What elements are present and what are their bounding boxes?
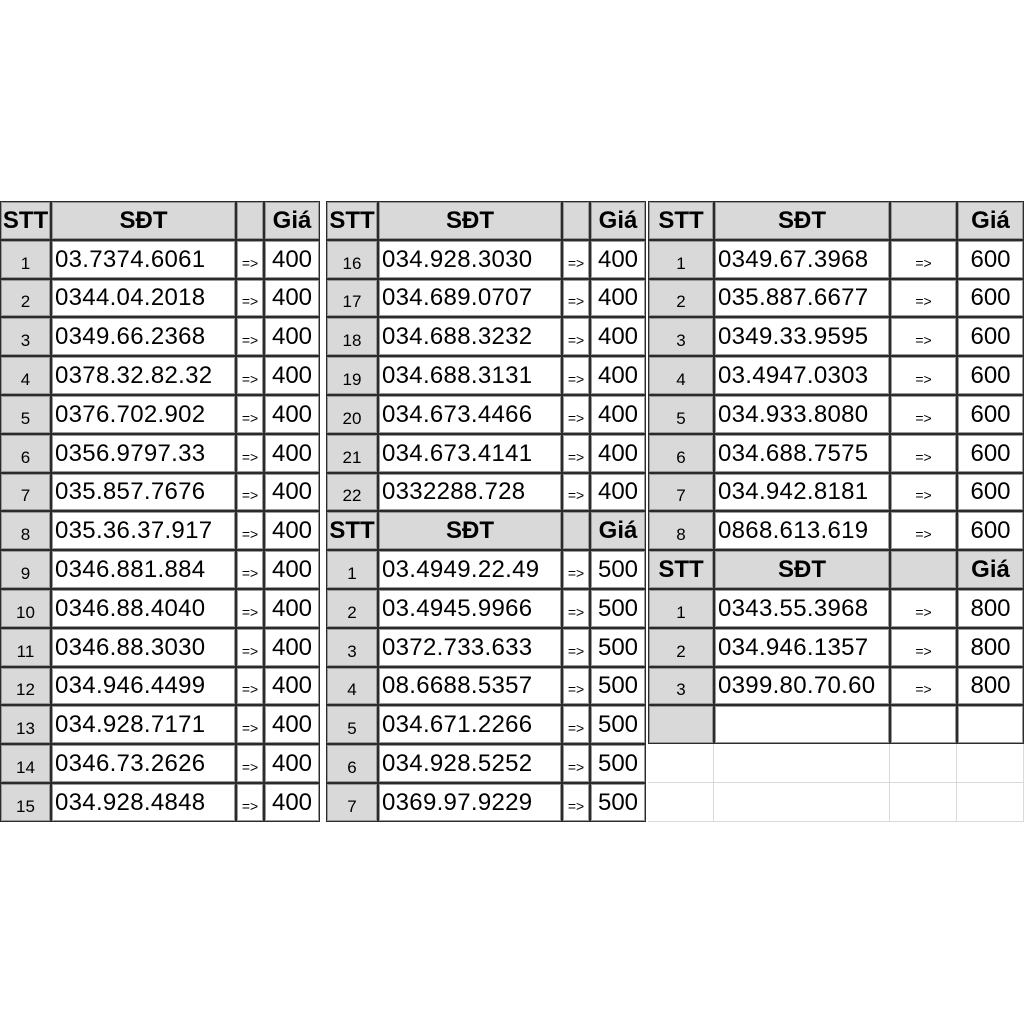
price-value: 500: [590, 589, 646, 628]
arrow-symbol: =>: [890, 317, 957, 356]
arrow-symbol: =>: [890, 434, 957, 473]
arrow-symbol: =>: [890, 356, 957, 395]
header-stt: STT: [326, 201, 378, 240]
header-sdt: SĐT: [378, 511, 562, 550]
price-value: 400: [264, 628, 320, 667]
row-number: 5: [648, 395, 714, 434]
price-value: 600: [957, 395, 1024, 434]
row-number: 5: [0, 395, 51, 434]
phone-number: 0346.881.884: [51, 550, 236, 589]
price-value: 400: [590, 434, 646, 473]
arrow-symbol: =>: [236, 628, 264, 667]
price-value: 500: [590, 744, 646, 783]
grid-cell: [890, 783, 957, 822]
price-value: 400: [264, 395, 320, 434]
phone-number: 0332288.728: [378, 473, 562, 511]
arrow-symbol: =>: [890, 511, 957, 550]
phone-number: 03.7374.6061: [51, 240, 236, 279]
arrow-symbol: =>: [562, 783, 590, 822]
phone-number: 035.887.6677: [714, 279, 890, 317]
row-number: 10: [0, 589, 51, 628]
grid-cell: [957, 783, 1024, 822]
arrow-symbol: =>: [562, 434, 590, 473]
price-value: 400: [264, 744, 320, 783]
arrow-symbol: =>: [562, 628, 590, 667]
price-value: 500: [590, 783, 646, 822]
row-number: 2: [326, 589, 378, 628]
phone-number: 0399.80.70.60: [714, 667, 890, 705]
header-sdt: SĐT: [714, 201, 890, 240]
price-value: 800: [957, 667, 1024, 705]
phone-number: 0343.55.3968: [714, 589, 890, 628]
phone-number: 034.933.8080: [714, 395, 890, 434]
price-value: 400: [264, 240, 320, 279]
arrow-symbol: =>: [236, 356, 264, 395]
phone-number: 0868.613.619: [714, 511, 890, 550]
header-arrow: [562, 511, 590, 550]
empty-cell: [890, 705, 957, 744]
phone-number: 034.928.3030: [378, 240, 562, 279]
row-number: 2: [648, 279, 714, 317]
arrow-symbol: =>: [236, 473, 264, 511]
row-number: 4: [326, 667, 378, 705]
price-value: 600: [957, 317, 1024, 356]
header-stt: STT: [0, 201, 51, 240]
row-number: 22: [326, 473, 378, 511]
row-number: 15: [0, 783, 51, 822]
phone-number: 03.4949.22.49: [378, 550, 562, 589]
arrow-symbol: =>: [562, 395, 590, 434]
price-value: 400: [264, 473, 320, 511]
price-value: 400: [264, 317, 320, 356]
arrow-symbol: =>: [562, 240, 590, 279]
empty-cell: [714, 705, 890, 744]
row-number: 3: [0, 317, 51, 356]
arrow-symbol: =>: [236, 589, 264, 628]
row-number: 12: [0, 667, 51, 705]
price-value: 400: [264, 589, 320, 628]
arrow-symbol: =>: [562, 356, 590, 395]
phone-number: 03.4945.9966: [378, 589, 562, 628]
phone-number: 03.4947.0303: [714, 356, 890, 395]
header-price: Giá: [590, 511, 646, 550]
phone-number: 034.928.5252: [378, 744, 562, 783]
phone-number: 08.6688.5357: [378, 667, 562, 705]
phone-number: 034.671.2266: [378, 705, 562, 744]
row-number: 3: [648, 317, 714, 356]
price-value: 600: [957, 356, 1024, 395]
price-value: 400: [264, 705, 320, 744]
phone-number: 034.946.4499: [51, 667, 236, 705]
row-number: 7: [648, 473, 714, 511]
header-sdt: SĐT: [378, 201, 562, 240]
price-value: 400: [590, 240, 646, 279]
row-number: 8: [648, 511, 714, 550]
phone-number: 034.688.3131: [378, 356, 562, 395]
phone-number: 0356.9797.33: [51, 434, 236, 473]
phone-number: 034.689.0707: [378, 279, 562, 317]
row-number: 16: [326, 240, 378, 279]
phone-number: 035.36.37.917: [51, 511, 236, 550]
row-number: 1: [648, 589, 714, 628]
arrow-symbol: =>: [562, 473, 590, 511]
grid-cell: [957, 744, 1024, 783]
header-stt: STT: [648, 201, 714, 240]
arrow-symbol: =>: [562, 667, 590, 705]
header-arrow: [890, 201, 957, 240]
price-value: 400: [264, 511, 320, 550]
price-value: 400: [264, 356, 320, 395]
price-value: 400: [264, 434, 320, 473]
row-number: 4: [648, 356, 714, 395]
arrow-symbol: =>: [562, 744, 590, 783]
price-value: 400: [264, 550, 320, 589]
header-price: Giá: [264, 201, 320, 240]
price-value: 500: [590, 667, 646, 705]
phone-number: 0349.67.3968: [714, 240, 890, 279]
phone-number: 034.928.7171: [51, 705, 236, 744]
row-number: 1: [648, 240, 714, 279]
header-arrow: [236, 201, 264, 240]
arrow-symbol: =>: [236, 279, 264, 317]
grid-cell: [648, 783, 714, 822]
row-number: 3: [648, 667, 714, 705]
price-value: 600: [957, 240, 1024, 279]
arrow-symbol: =>: [890, 240, 957, 279]
phone-number: 0378.32.82.32: [51, 356, 236, 395]
price-value: 400: [264, 279, 320, 317]
price-value: 400: [264, 783, 320, 822]
row-number: 11: [0, 628, 51, 667]
arrow-symbol: =>: [236, 395, 264, 434]
arrow-symbol: =>: [562, 550, 590, 589]
arrow-symbol: =>: [236, 744, 264, 783]
price-value: 400: [590, 473, 646, 511]
row-number: 6: [648, 434, 714, 473]
arrow-symbol: =>: [236, 240, 264, 279]
price-value: 600: [957, 434, 1024, 473]
phone-number: 0346.88.3030: [51, 628, 236, 667]
phone-number: 034.928.4848: [51, 783, 236, 822]
arrow-symbol: =>: [236, 705, 264, 744]
arrow-symbol: =>: [890, 589, 957, 628]
grid-cell: [714, 744, 890, 783]
arrow-symbol: =>: [890, 395, 957, 434]
empty-cell: [957, 705, 1024, 744]
arrow-symbol: =>: [562, 317, 590, 356]
grid-cell: [890, 744, 957, 783]
header-sdt: SĐT: [714, 550, 890, 589]
row-number: 7: [326, 783, 378, 822]
price-value: 400: [590, 317, 646, 356]
header-sdt: SĐT: [51, 201, 236, 240]
arrow-symbol: =>: [236, 667, 264, 705]
row-number: 3: [326, 628, 378, 667]
phone-number: 0349.33.9595: [714, 317, 890, 356]
phone-number: 035.857.7676: [51, 473, 236, 511]
row-number: 19: [326, 356, 378, 395]
arrow-symbol: =>: [236, 783, 264, 822]
price-value: 600: [957, 511, 1024, 550]
empty-cell: [648, 705, 714, 744]
arrow-symbol: =>: [236, 511, 264, 550]
row-number: 18: [326, 317, 378, 356]
price-value: 400: [590, 395, 646, 434]
header-arrow: [890, 550, 957, 589]
row-number: 1: [326, 550, 378, 589]
price-value: 500: [590, 705, 646, 744]
grid-cell: [714, 783, 890, 822]
header-arrow: [562, 201, 590, 240]
row-number: 6: [326, 744, 378, 783]
price-value: 500: [590, 628, 646, 667]
phone-number: 0346.73.2626: [51, 744, 236, 783]
row-number: 13: [0, 705, 51, 744]
header-stt: STT: [648, 550, 714, 589]
price-value: 400: [264, 667, 320, 705]
header-price: Giá: [957, 201, 1024, 240]
price-value: 400: [590, 279, 646, 317]
header-stt: STT: [326, 511, 378, 550]
grid-cell: [648, 744, 714, 783]
row-number: 2: [648, 628, 714, 667]
phone-number: 034.688.7575: [714, 434, 890, 473]
row-number: 14: [0, 744, 51, 783]
price-value: 600: [957, 279, 1024, 317]
phone-number: 0344.04.2018: [51, 279, 236, 317]
arrow-symbol: =>: [890, 667, 957, 705]
header-price: Giá: [590, 201, 646, 240]
arrow-symbol: =>: [562, 705, 590, 744]
arrow-symbol: =>: [236, 550, 264, 589]
phone-number: 0376.702.902: [51, 395, 236, 434]
arrow-symbol: =>: [890, 279, 957, 317]
phone-number: 0349.66.2368: [51, 317, 236, 356]
phone-number: 034.673.4141: [378, 434, 562, 473]
price-value: 800: [957, 589, 1024, 628]
row-number: 9: [0, 550, 51, 589]
row-number: 4: [0, 356, 51, 395]
phone-number: 0346.88.4040: [51, 589, 236, 628]
arrow-symbol: =>: [236, 317, 264, 356]
row-number: 20: [326, 395, 378, 434]
row-number: 5: [326, 705, 378, 744]
row-number: 7: [0, 473, 51, 511]
arrow-symbol: =>: [890, 473, 957, 511]
phone-number: 034.688.3232: [378, 317, 562, 356]
price-value: 400: [590, 356, 646, 395]
price-value: 500: [590, 550, 646, 589]
price-value: 800: [957, 628, 1024, 667]
price-value: 600: [957, 473, 1024, 511]
row-number: 1: [0, 240, 51, 279]
phone-number: 034.673.4466: [378, 395, 562, 434]
phone-number: 034.942.8181: [714, 473, 890, 511]
phone-number: 034.946.1357: [714, 628, 890, 667]
row-number: 17: [326, 279, 378, 317]
arrow-symbol: =>: [890, 628, 957, 667]
row-number: 8: [0, 511, 51, 550]
row-number: 2: [0, 279, 51, 317]
phone-number: 0372.733.633: [378, 628, 562, 667]
arrow-symbol: =>: [562, 279, 590, 317]
row-number: 21: [326, 434, 378, 473]
arrow-symbol: =>: [562, 589, 590, 628]
phone-number: 0369.97.9229: [378, 783, 562, 822]
row-number: 6: [0, 434, 51, 473]
header-price: Giá: [957, 550, 1024, 589]
arrow-symbol: =>: [236, 434, 264, 473]
